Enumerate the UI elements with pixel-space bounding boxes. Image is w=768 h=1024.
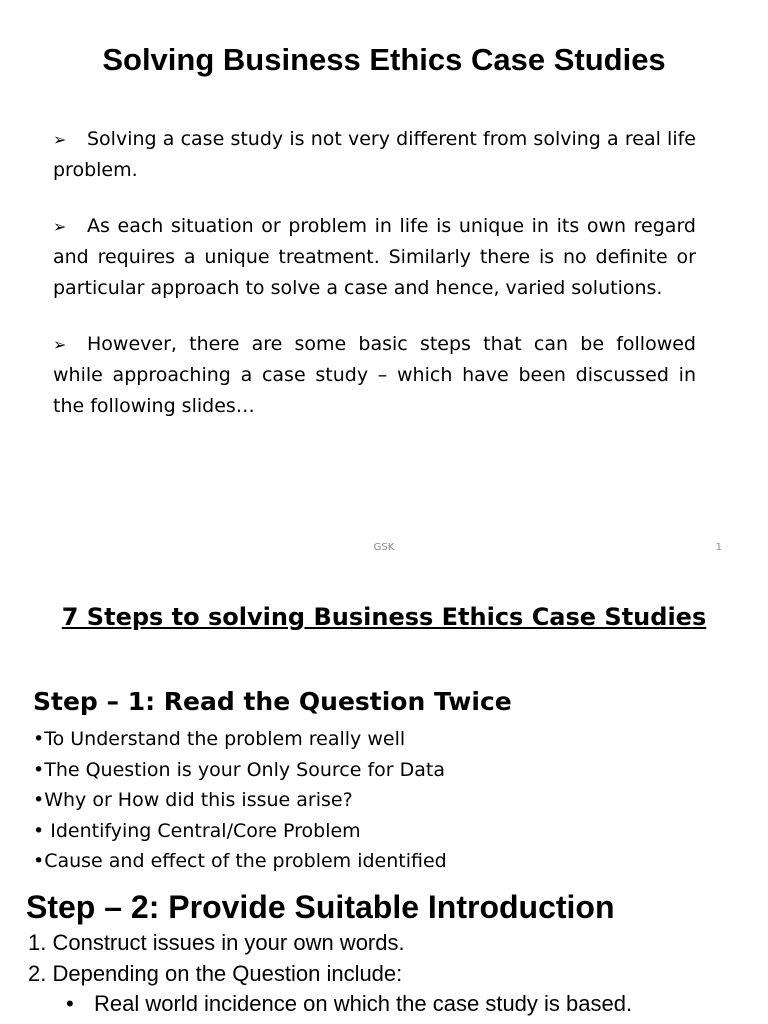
step-1-list [33, 724, 447, 877]
bullet-text: Solving a case study is not very different from solving a real life problem. [53, 128, 696, 181]
arrow-bullet-icon: ➢ [53, 217, 67, 236]
list-item: •The Question is your Only Source for Data [33, 758, 445, 781]
list-item [53, 211, 696, 304]
slide-1-bullet-list [53, 124, 696, 447]
list-item: •Why or How did this issue arise? [33, 789, 353, 811]
arrow-bullet-icon: ➢ [53, 335, 67, 354]
sub-item-text: Real world incidence on which the case study is based. [94, 991, 633, 1016]
slide-1-title: Solving Business Ethics Case Studies [102, 42, 666, 77]
slide-2-title: 7 Steps to solving Business Ethics Case Studies [61, 603, 707, 631]
bullet-text: As each situation or problem in life is unique in its own regard and requires a unique treatment. Similarly there is no definite or particular approach to solve a case and hence, varied solutions. [53, 215, 696, 299]
slide-footer: GSK [373, 542, 395, 553]
list-item [53, 124, 696, 186]
step-2-sub-list [28, 989, 632, 1020]
step-2-list [28, 928, 632, 1020]
list-item [28, 989, 632, 1020]
list-item: •Cause and effect of the problem identified [33, 850, 447, 872]
list-item: 1. Construct issues in your own words. [28, 930, 405, 955]
step-2-heading: Step – 2: Provide Suitable Introduction [26, 889, 615, 925]
slide-number: 1 [715, 542, 722, 553]
bullet-dot-icon: • [66, 991, 74, 1016]
arrow-bullet-icon: ➢ [53, 130, 67, 149]
bullet-text: However, there are some basic steps that can be followed while approaching a case study – which have been discussed in the following slides… [53, 333, 696, 417]
list-item [53, 329, 696, 422]
step-1-heading: Step – 1: Read the Question Twice [33, 687, 512, 716]
list-item: •To Understand the problem really well [33, 728, 406, 750]
list-item [66, 989, 632, 1020]
list-item: 2. Depending on the Question include: [28, 960, 403, 986]
list-item: • Identifying Central/Core Problem [33, 819, 361, 842]
slide-2 [0, 570, 768, 1024]
